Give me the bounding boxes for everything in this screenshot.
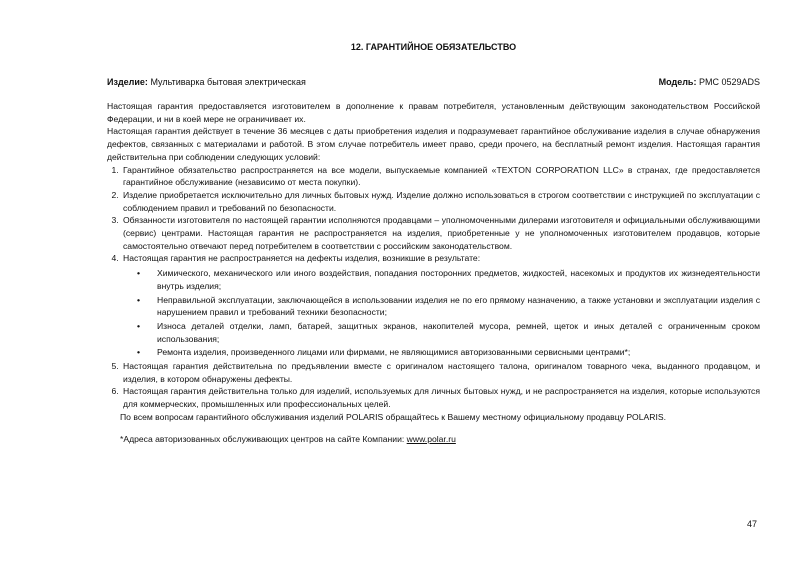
defect-item: • Ремонта изделия, произведенного лицами или фирмами, не являющимися авторизованными сервисными центрами*; (157, 346, 760, 359)
condition-item: 6. Настоящая гарантия действительна только для изделий, используемых для личных бытовых нужд, и не распространяется на изделия, которые используются для коммерческих, промышленных или профессиональных целей. (121, 385, 760, 410)
product-model-row (107, 76, 760, 89)
condition-item: 1. Гарантийное обязательство распространяется на все модели, выпускаемые компанией «TEXTON CORPORATION LLC» в странах, где предоставляется гарантийное обслуживание (независимо от места покупки). (121, 164, 760, 189)
condition-text: Настоящая гарантия не распространяется на дефекты изделия, возникшие в результате: (123, 253, 481, 264)
model-value: PMC 0529ADS (698, 77, 760, 87)
defects-list (123, 267, 760, 359)
model-field (659, 76, 760, 89)
condition-item: 2. Изделие приобретается исключительно для личных бытовых нужд. Изделие должно использоваться в строгом соответствии с инструкцией по эксплуатации с соблюдением правил и требований по безопасности. (121, 189, 760, 214)
defect-item: • Неправильной эксплуатации, заключающейся в использовании изделия не по его прямому назначению, а также установки и эксплуатации изделия с нарушением правил и требований техники безопасности; (157, 294, 760, 319)
product-field (107, 76, 306, 89)
page-title: 12. ГАРАНТИЙНОЕ ОБЯЗАТЕЛЬСТВО (350, 42, 517, 52)
condition-item: 5. Настоящая гарантия действительна по предъявлении вместе с оригиналом настоящего талона, оригиналом товарного чека, выданного продавцом, и изделия, в котором обнаружены дефекты. (121, 360, 760, 385)
product-label: Изделие: (107, 77, 148, 87)
condition-item (121, 252, 760, 359)
defect-item: • Износа деталей отделки, ламп, батарей, защитных экранов, накопителей мусора, ремней, щеток и иных деталей с ограниченным сроком использования; (157, 320, 760, 345)
contact-paragraph: По всем вопросам гарантийного обслуживания изделий POLARIS обращайтесь к Вашему местному официальному продавцу POLARIS. (120, 411, 666, 422)
conditions-list (107, 164, 760, 411)
model-label: Модель: (658, 77, 697, 87)
intro-paragraph: Настоящая гарантия предоставляется изготовителем в дополнение к правам потребителя, установленным действующим законодательством Российской Федерации, и ни в коей мере не ограничивает их. (107, 101, 760, 124)
warranty-body (107, 100, 760, 445)
footnote (107, 433, 760, 446)
product-value: Мультиварка бытовая электрическая (150, 77, 306, 87)
website-link[interactable]: www.polar.ru (406, 433, 456, 444)
defect-item: • Химического, механического или иного воздействия, попадания посторонних предметов, жидкостей, насекомых и продуктов их жизнедеятельности внутрь изделия; (157, 267, 760, 292)
footnote-text: *Адреса авторизованных обслуживающих центров на сайте Компании: (120, 433, 407, 444)
condition-item: 3. Обязанности изготовителя по настоящей гарантии исполняются продавцами – уполномоченными дилерами изготовителя и официальными обслуживающими (сервис) центрами. Настоящая гарантия не распространяется на изделия, приобретенные у не уполномоченных изготовителем продавцов, которые самостоятельно отвечают перед потребителем в соответствии с российским законодательством. (121, 214, 760, 252)
page-number: 47 (747, 519, 758, 529)
intro-paragraph: Настоящая гарантия действует в течение 36 месяцев с даты приобретения изделия и подразумевает гарантийное обслуживание изделия в случае обнаружения дефектов, связанных с материалами и работой. В этом случае потребитель имеет право, среди прочего, на бесплатный ремонт изделия. Настоящая гарантия действительна при соблюдении следующих условий: (107, 126, 760, 162)
